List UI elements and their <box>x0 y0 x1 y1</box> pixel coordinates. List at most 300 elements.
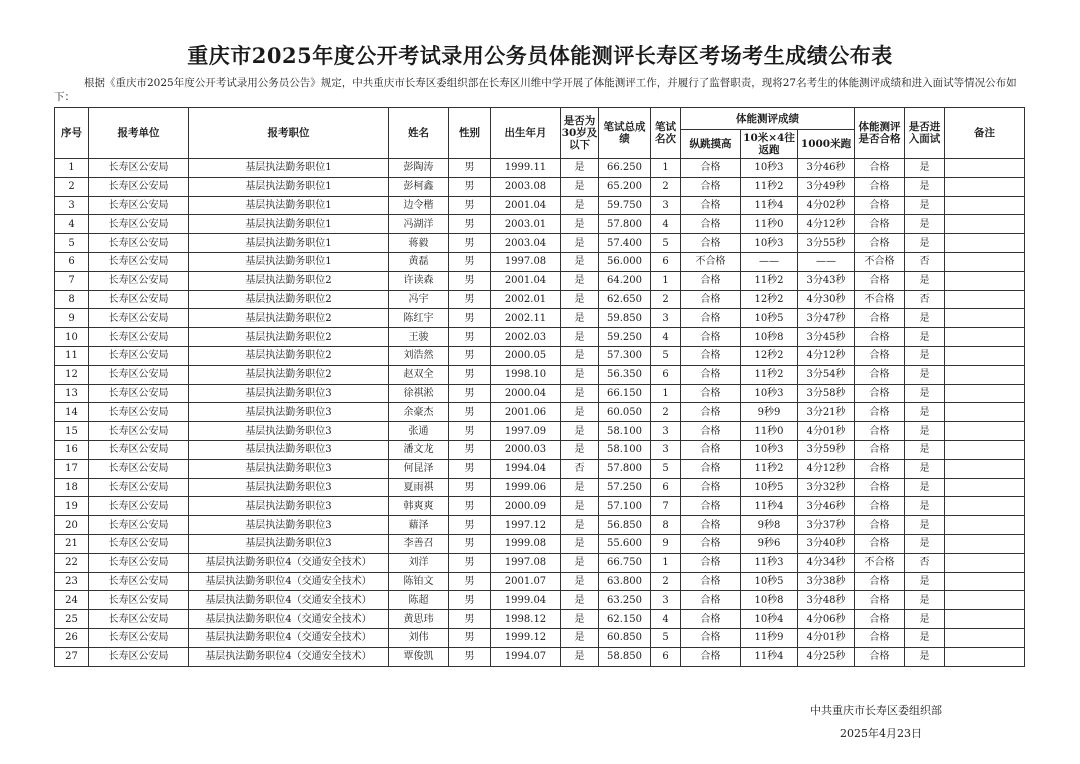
cell-rank: 3 <box>651 440 681 459</box>
cell-position: 基层执法勤务职位4（交通安全技术） <box>189 553 389 572</box>
cell-position: 基层执法勤务职位3 <box>189 516 389 535</box>
cell-position: 基层执法勤务职位3 <box>189 440 389 459</box>
cell-pass: 合格 <box>855 234 905 253</box>
cell-score: 66.250 <box>599 159 651 178</box>
page-title: 重庆市2025年度公开考试录用公务员体能测评长寿区考场考生成绩公布表 <box>187 43 893 68</box>
cell-unit: 长寿区公安局 <box>89 572 189 591</box>
cell-birth: 1997.12 <box>491 516 561 535</box>
cell-interview: 是 <box>905 591 945 610</box>
cell-shuttle: 10秒5 <box>741 309 798 328</box>
header-position: 报考职位 <box>189 108 389 159</box>
cell-under30: 是 <box>561 290 599 309</box>
cell-under30: 是 <box>561 572 599 591</box>
cell-remark <box>945 459 1025 478</box>
table-row <box>55 478 1025 497</box>
cell-name: 韩爽爽 <box>389 497 449 516</box>
cell-shuttle: 9秒8 <box>741 516 798 535</box>
cell-run: 4分12秒 <box>798 459 855 478</box>
cell-gender: 男 <box>449 403 491 422</box>
cell-shuttle: 11秒4 <box>741 196 798 215</box>
cell-name: 许读森 <box>389 271 449 290</box>
cell-birth: 1999.12 <box>491 628 561 647</box>
cell-rank: 5 <box>651 459 681 478</box>
cell-seq: 26 <box>55 628 89 647</box>
header-score: 笔试总成绩 <box>599 108 651 159</box>
cell-remark <box>945 384 1025 403</box>
cell-birth: 2001.04 <box>491 271 561 290</box>
cell-pass: 合格 <box>855 196 905 215</box>
header-unit: 报考单位 <box>89 108 189 159</box>
cell-position: 基层执法勤务职位2 <box>189 346 389 365</box>
cell-birth: 1994.04 <box>491 459 561 478</box>
cell-unit: 长寿区公安局 <box>89 271 189 290</box>
cell-gender: 男 <box>449 346 491 365</box>
table-row <box>55 234 1025 253</box>
cell-jump: 合格 <box>681 384 741 403</box>
cell-remark <box>945 159 1025 178</box>
cell-pass: 合格 <box>855 440 905 459</box>
cell-jump: 合格 <box>681 553 741 572</box>
cell-score: 60.050 <box>599 403 651 422</box>
cell-birth: 1999.11 <box>491 159 561 178</box>
table-row <box>55 365 1025 384</box>
cell-pass: 合格 <box>855 159 905 178</box>
cell-name: 刘伟 <box>389 628 449 647</box>
cell-under30: 是 <box>561 553 599 572</box>
cell-gender: 男 <box>449 365 491 384</box>
cell-rank: 7 <box>651 497 681 516</box>
cell-birth: 2002.11 <box>491 309 561 328</box>
cell-unit: 长寿区公安局 <box>89 290 189 309</box>
cell-position: 基层执法勤务职位3 <box>189 403 389 422</box>
cell-remark <box>945 647 1025 666</box>
cell-name: 边令楷 <box>389 196 449 215</box>
cell-pass: 合格 <box>855 534 905 553</box>
cell-unit: 长寿区公安局 <box>89 610 189 629</box>
cell-position: 基层执法勤务职位3 <box>189 497 389 516</box>
cell-gender: 男 <box>449 591 491 610</box>
cell-shuttle: 12秒2 <box>741 346 798 365</box>
cell-remark <box>945 196 1025 215</box>
cell-rank: 2 <box>651 572 681 591</box>
cell-seq: 20 <box>55 516 89 535</box>
table-row <box>55 196 1025 215</box>
cell-seq: 22 <box>55 553 89 572</box>
cell-name: 陈铂文 <box>389 572 449 591</box>
cell-seq: 25 <box>55 610 89 629</box>
cell-seq: 17 <box>55 459 89 478</box>
table-row <box>55 215 1025 234</box>
table-row <box>55 497 1025 516</box>
cell-jump: 合格 <box>681 290 741 309</box>
cell-gender: 男 <box>449 384 491 403</box>
cell-rank: 6 <box>651 365 681 384</box>
cell-birth: 2001.07 <box>491 572 561 591</box>
cell-pass: 合格 <box>855 215 905 234</box>
cell-jump: 合格 <box>681 459 741 478</box>
cell-remark <box>945 440 1025 459</box>
cell-jump: 合格 <box>681 271 741 290</box>
cell-name: 黄思玮 <box>389 610 449 629</box>
cell-name: 冯宇 <box>389 290 449 309</box>
cell-birth: 2001.04 <box>491 196 561 215</box>
cell-pass: 合格 <box>855 572 905 591</box>
cell-birth: 2003.04 <box>491 234 561 253</box>
cell-run: 3分40秒 <box>798 534 855 553</box>
cell-shuttle: 10秒3 <box>741 440 798 459</box>
cell-pass: 合格 <box>855 497 905 516</box>
cell-jump: 不合格 <box>681 252 741 271</box>
cell-remark <box>945 572 1025 591</box>
cell-jump: 合格 <box>681 516 741 535</box>
cell-run: 3分49秒 <box>798 177 855 196</box>
cell-seq: 1 <box>55 159 89 178</box>
header-shuttle: 10米×4往返跑 <box>741 130 798 159</box>
cell-shuttle: 10秒5 <box>741 572 798 591</box>
cell-jump: 合格 <box>681 328 741 347</box>
cell-birth: 2003.01 <box>491 215 561 234</box>
cell-run: 4分06秒 <box>798 610 855 629</box>
cell-name: 张通 <box>389 422 449 441</box>
cell-remark <box>945 309 1025 328</box>
cell-interview: 是 <box>905 497 945 516</box>
cell-shuttle: 10秒8 <box>741 591 798 610</box>
cell-jump: 合格 <box>681 365 741 384</box>
table-row <box>55 516 1025 535</box>
cell-rank: 2 <box>651 177 681 196</box>
cell-unit: 长寿区公安局 <box>89 309 189 328</box>
cell-position: 基层执法勤务职位2 <box>189 328 389 347</box>
cell-rank: 1 <box>651 271 681 290</box>
table-row <box>55 346 1025 365</box>
cell-shuttle: 11秒4 <box>741 647 798 666</box>
cell-position: 基层执法勤务职位4（交通安全技术） <box>189 647 389 666</box>
cell-birth: 2003.08 <box>491 177 561 196</box>
cell-interview: 是 <box>905 309 945 328</box>
cell-gender: 男 <box>449 647 491 666</box>
cell-under30: 是 <box>561 534 599 553</box>
cell-run: 3分32秒 <box>798 478 855 497</box>
cell-jump: 合格 <box>681 478 741 497</box>
table-row <box>55 159 1025 178</box>
cell-unit: 长寿区公安局 <box>89 384 189 403</box>
cell-unit: 长寿区公安局 <box>89 328 189 347</box>
cell-rank: 2 <box>651 290 681 309</box>
cell-remark <box>945 271 1025 290</box>
cell-name: 徐祺淞 <box>389 384 449 403</box>
cell-under30: 是 <box>561 309 599 328</box>
cell-under30: 是 <box>561 365 599 384</box>
cell-rank: 3 <box>651 591 681 610</box>
cell-position: 基层执法勤务职位2 <box>189 309 389 328</box>
cell-run: 3分37秒 <box>798 516 855 535</box>
cell-run: 3分46秒 <box>798 497 855 516</box>
cell-seq: 23 <box>55 572 89 591</box>
cell-interview: 是 <box>905 346 945 365</box>
cell-seq: 10 <box>55 328 89 347</box>
cell-run: 4分12秒 <box>798 215 855 234</box>
cell-position: 基层执法勤务职位2 <box>189 290 389 309</box>
cell-rank: 5 <box>651 628 681 647</box>
cell-remark <box>945 290 1025 309</box>
cell-jump: 合格 <box>681 159 741 178</box>
table-row <box>55 459 1025 478</box>
cell-rank: 1 <box>651 159 681 178</box>
cell-position: 基层执法勤务职位3 <box>189 459 389 478</box>
cell-gender: 男 <box>449 271 491 290</box>
cell-position: 基层执法勤务职位1 <box>189 215 389 234</box>
cell-name: 黄磊 <box>389 252 449 271</box>
table-row <box>55 290 1025 309</box>
cell-score: 57.800 <box>599 459 651 478</box>
signature-date: 2025年4月23日 <box>840 727 922 740</box>
cell-interview: 是 <box>905 572 945 591</box>
cell-rank: 1 <box>651 384 681 403</box>
cell-jump: 合格 <box>681 591 741 610</box>
cell-under30: 是 <box>561 591 599 610</box>
cell-jump: 合格 <box>681 234 741 253</box>
cell-run: 4分01秒 <box>798 422 855 441</box>
cell-run: 3分46秒 <box>798 159 855 178</box>
cell-position: 基层执法勤务职位1 <box>189 234 389 253</box>
cell-remark <box>945 516 1025 535</box>
cell-score: 58.100 <box>599 440 651 459</box>
cell-under30: 是 <box>561 346 599 365</box>
cell-gender: 男 <box>449 610 491 629</box>
cell-name: 李善召 <box>389 534 449 553</box>
cell-score: 57.100 <box>599 497 651 516</box>
cell-interview: 是 <box>905 478 945 497</box>
cell-interview: 是 <box>905 215 945 234</box>
table-row <box>55 271 1025 290</box>
cell-unit: 长寿区公安局 <box>89 196 189 215</box>
cell-interview: 是 <box>905 403 945 422</box>
cell-gender: 男 <box>449 440 491 459</box>
cell-unit: 长寿区公安局 <box>89 365 189 384</box>
cell-seq: 9 <box>55 309 89 328</box>
cell-score: 58.100 <box>599 422 651 441</box>
header-gender: 性别 <box>449 108 491 159</box>
cell-gender: 男 <box>449 534 491 553</box>
cell-score: 63.800 <box>599 572 651 591</box>
cell-pass: 合格 <box>855 328 905 347</box>
cell-name: 冯湖洋 <box>389 215 449 234</box>
cell-remark <box>945 346 1025 365</box>
cell-birth: 2002.01 <box>491 290 561 309</box>
cell-birth: 1999.08 <box>491 534 561 553</box>
cell-interview: 是 <box>905 422 945 441</box>
cell-rank: 5 <box>651 346 681 365</box>
cell-shuttle: 10秒5 <box>741 478 798 497</box>
cell-seq: 6 <box>55 252 89 271</box>
cell-run: —— <box>798 252 855 271</box>
cell-remark <box>945 591 1025 610</box>
cell-run: 4分25秒 <box>798 647 855 666</box>
cell-seq: 27 <box>55 647 89 666</box>
cell-position: 基层执法勤务职位4（交通安全技术） <box>189 610 389 629</box>
cell-under30: 是 <box>561 234 599 253</box>
table-row <box>55 177 1025 196</box>
cell-rank: 4 <box>651 215 681 234</box>
cell-birth: 1999.06 <box>491 478 561 497</box>
cell-remark <box>945 252 1025 271</box>
table-row <box>55 252 1025 271</box>
cell-unit: 长寿区公安局 <box>89 459 189 478</box>
cell-unit: 长寿区公安局 <box>89 234 189 253</box>
cell-pass: 合格 <box>855 516 905 535</box>
cell-interview: 是 <box>905 440 945 459</box>
table-row <box>55 309 1025 328</box>
cell-gender: 男 <box>449 497 491 516</box>
cell-run: 4分02秒 <box>798 196 855 215</box>
cell-under30: 是 <box>561 196 599 215</box>
cell-score: 59.850 <box>599 309 651 328</box>
cell-jump: 合格 <box>681 534 741 553</box>
cell-pass: 合格 <box>855 459 905 478</box>
cell-birth: 2001.06 <box>491 403 561 422</box>
cell-remark <box>945 215 1025 234</box>
cell-score: 57.800 <box>599 215 651 234</box>
cell-shuttle: 11秒0 <box>741 422 798 441</box>
cell-shuttle: 9秒9 <box>741 403 798 422</box>
cell-pass: 合格 <box>855 365 905 384</box>
cell-jump: 合格 <box>681 628 741 647</box>
cell-birth: 1999.04 <box>491 591 561 610</box>
cell-under30: 否 <box>561 459 599 478</box>
cell-gender: 男 <box>449 290 491 309</box>
cell-shuttle: 9秒6 <box>741 534 798 553</box>
cell-position: 基层执法勤务职位1 <box>189 252 389 271</box>
table-row <box>55 647 1025 666</box>
cell-gender: 男 <box>449 196 491 215</box>
cell-remark <box>945 177 1025 196</box>
header-seq: 序号 <box>55 108 89 159</box>
cell-name: 彭陶涛 <box>389 159 449 178</box>
cell-remark <box>945 234 1025 253</box>
cell-run: 3分48秒 <box>798 591 855 610</box>
cell-run: 4分01秒 <box>798 628 855 647</box>
cell-birth: 2000.05 <box>491 346 561 365</box>
cell-score: 56.850 <box>599 516 651 535</box>
cell-score: 55.600 <box>599 534 651 553</box>
cell-gender: 男 <box>449 628 491 647</box>
cell-rank: 3 <box>651 422 681 441</box>
cell-jump: 合格 <box>681 647 741 666</box>
cell-position: 基层执法勤务职位4（交通安全技术） <box>189 572 389 591</box>
cell-under30: 是 <box>561 497 599 516</box>
cell-position: 基层执法勤务职位1 <box>189 196 389 215</box>
cell-name: 蒋毅 <box>389 234 449 253</box>
header-rank: 笔试名次 <box>651 108 681 159</box>
cell-rank: 5 <box>651 234 681 253</box>
cell-pass: 不合格 <box>855 553 905 572</box>
cell-shuttle: 11秒2 <box>741 177 798 196</box>
cell-score: 58.850 <box>599 647 651 666</box>
cell-unit: 长寿区公安局 <box>89 647 189 666</box>
header-remark: 备注 <box>945 108 1025 159</box>
cell-jump: 合格 <box>681 177 741 196</box>
cell-position: 基层执法勤务职位1 <box>189 159 389 178</box>
cell-position: 基层执法勤务职位3 <box>189 478 389 497</box>
cell-score: 62.150 <box>599 610 651 629</box>
cell-gender: 男 <box>449 422 491 441</box>
cell-pass: 合格 <box>855 647 905 666</box>
cell-name: 刘浩然 <box>389 346 449 365</box>
cell-under30: 是 <box>561 516 599 535</box>
cell-interview: 是 <box>905 610 945 629</box>
cell-shuttle: 10秒3 <box>741 159 798 178</box>
cell-birth: 1998.12 <box>491 610 561 629</box>
cell-remark <box>945 403 1025 422</box>
cell-seq: 11 <box>55 346 89 365</box>
cell-score: 56.350 <box>599 365 651 384</box>
header-run: 1000米跑 <box>798 130 855 159</box>
cell-under30: 是 <box>561 422 599 441</box>
cell-run: 4分34秒 <box>798 553 855 572</box>
cell-pass: 合格 <box>855 271 905 290</box>
cell-seq: 12 <box>55 365 89 384</box>
cell-under30: 是 <box>561 628 599 647</box>
cell-position: 基层执法勤务职位2 <box>189 271 389 290</box>
cell-name: 陈红宇 <box>389 309 449 328</box>
cell-pass: 合格 <box>855 478 905 497</box>
cell-birth: 1998.10 <box>491 365 561 384</box>
cell-rank: 4 <box>651 610 681 629</box>
cell-gender: 男 <box>449 516 491 535</box>
cell-under30: 是 <box>561 384 599 403</box>
cell-rank: 1 <box>651 553 681 572</box>
cell-pass: 不合格 <box>855 252 905 271</box>
cell-gender: 男 <box>449 553 491 572</box>
cell-score: 56.000 <box>599 252 651 271</box>
cell-interview: 是 <box>905 271 945 290</box>
cell-interview: 是 <box>905 647 945 666</box>
cell-shuttle: 11秒9 <box>741 628 798 647</box>
cell-jump: 合格 <box>681 196 741 215</box>
header-interview: 是否进入面试 <box>905 108 945 159</box>
cell-shuttle: 12秒2 <box>741 290 798 309</box>
cell-under30: 是 <box>561 478 599 497</box>
cell-interview: 是 <box>905 516 945 535</box>
cell-remark <box>945 628 1025 647</box>
cell-jump: 合格 <box>681 497 741 516</box>
table-row <box>55 534 1025 553</box>
cell-interview: 否 <box>905 252 945 271</box>
cell-score: 57.250 <box>599 478 651 497</box>
cell-under30: 是 <box>561 215 599 234</box>
cell-gender: 男 <box>449 159 491 178</box>
header-under30: 是否为30岁及以下 <box>561 108 599 159</box>
cell-gender: 男 <box>449 234 491 253</box>
cell-unit: 长寿区公安局 <box>89 516 189 535</box>
cell-jump: 合格 <box>681 215 741 234</box>
cell-interview: 否 <box>905 553 945 572</box>
cell-pass: 合格 <box>855 610 905 629</box>
cell-unit: 长寿区公安局 <box>89 215 189 234</box>
cell-name: 彭柯鑫 <box>389 177 449 196</box>
cell-gender: 男 <box>449 215 491 234</box>
cell-seq: 18 <box>55 478 89 497</box>
cell-shuttle: 10秒8 <box>741 328 798 347</box>
cell-gender: 男 <box>449 177 491 196</box>
cell-pass: 合格 <box>855 591 905 610</box>
cell-unit: 长寿区公安局 <box>89 497 189 516</box>
cell-interview: 是 <box>905 159 945 178</box>
cell-seq: 14 <box>55 403 89 422</box>
cell-unit: 长寿区公安局 <box>89 422 189 441</box>
cell-name: 何昆泽 <box>389 459 449 478</box>
cell-interview: 是 <box>905 459 945 478</box>
